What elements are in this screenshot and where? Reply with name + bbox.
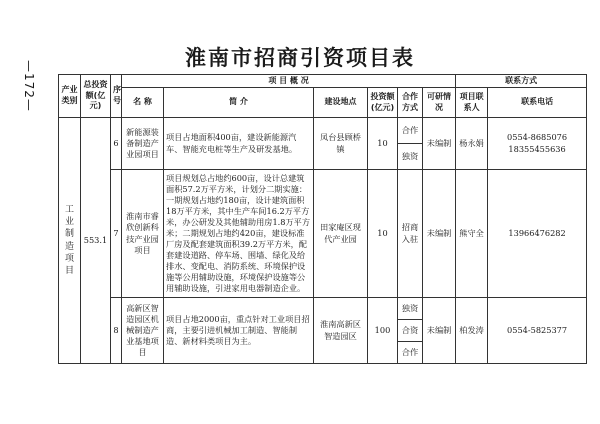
row-6-location: 凤台县顾桥镇 xyxy=(314,118,368,170)
row-6-coop-2: 独资 xyxy=(398,144,423,170)
row-7-phone: 13966476282 xyxy=(488,170,587,298)
row-6-seq: 6 xyxy=(111,118,122,170)
row-8-coop-2: 合资 xyxy=(398,320,423,342)
header-total-investment: 总投资额(亿元) xyxy=(81,75,111,118)
header-intro: 简 介 xyxy=(164,88,314,118)
row-8-coop-3: 合作 xyxy=(398,342,423,364)
investment-project-table xyxy=(58,74,587,364)
row-7-contact: 熊守全 xyxy=(456,170,488,298)
row-8-contact: 柏发涛 xyxy=(456,298,488,364)
header-coop-mode: 合作方式 xyxy=(398,88,423,118)
row-6-phone: 0554-8685076 18355455636 xyxy=(488,118,587,170)
category-name: 工业制造项目 xyxy=(59,118,81,364)
row-7-coop: 招商入驻 xyxy=(398,170,423,298)
row-6-contact: 杨永娟 xyxy=(456,118,488,170)
category-total: 553.1 xyxy=(81,118,111,364)
row-8-feasibility: 未编制 xyxy=(423,298,456,364)
header-project-overview: 项 目 概 况 xyxy=(122,75,456,88)
row-7-feasibility: 未编制 xyxy=(423,170,456,298)
page-number: —172— xyxy=(22,60,36,112)
row-6-feasibility: 未编制 xyxy=(423,118,456,170)
row-8-investment: 100 xyxy=(368,298,398,364)
row-7-intro: 项目规划总占地约600亩，设计总建筑面积57.2万平方米，计划分二期实施：一期规划占地约180亩，设计建筑面积18万平方米，其中生产车间16.2万平方米，办公研发及其他辅助用房1.8万平方米；二期规划占地约420亩，建设标准厂房及配套建筑面积39.2万平方米，配套建设道路、停车场、围墙、绿化及给排水、变配电、消防系统、环境保护设施等公用辅助设施，环境保护设施等公用辅助设施，引进家用电器制造企业。 xyxy=(164,170,314,298)
header-contact-info: 联系方式 xyxy=(456,75,587,88)
page-title: 淮南市招商引资项目表 xyxy=(185,46,415,70)
row-8-seq: 8 xyxy=(111,298,122,364)
row-6-intro: 项目占地面积400亩，建设新能源汽车、智能充电桩等生产及研发基地。 xyxy=(164,118,314,170)
row-8-intro: 项目占地2000亩，重点针对工业项目招商，主要引进机械加工制造、智能制造、新材料类项目为主。 xyxy=(164,298,314,364)
row-7-investment: 10 xyxy=(368,170,398,298)
header-feasibility: 可研情况 xyxy=(423,88,456,118)
header-contact-person: 项目联系人 xyxy=(456,88,488,118)
row-7-location: 田家庵区现代产业园 xyxy=(314,170,368,298)
row-8-name: 高新区智造园区机械制造产业基地项目 xyxy=(122,298,164,364)
row-8-location: 淮南高新区智造园区 xyxy=(314,298,368,364)
header-location: 建设地点 xyxy=(314,88,368,118)
header-seq: 序号 xyxy=(111,75,122,118)
row-8-coop-1: 独资 xyxy=(398,298,423,320)
row-8-phone: 0554-5825377 xyxy=(488,298,587,364)
row-7-seq: 7 xyxy=(111,170,122,298)
header-industry-category: 产业类别 xyxy=(59,75,81,118)
header-name: 名 称 xyxy=(122,88,164,118)
header-investment: 投资额(亿元) xyxy=(368,88,398,118)
row-6-coop-1: 合作 xyxy=(398,118,423,144)
row-7-name: 淮南市睿欣创新科技产业园项目 xyxy=(122,170,164,298)
row-6-investment: 10 xyxy=(368,118,398,170)
header-contact-phone: 联系电话 xyxy=(488,88,587,118)
row-6-name: 新能源装备制造产业园项目 xyxy=(122,118,164,170)
